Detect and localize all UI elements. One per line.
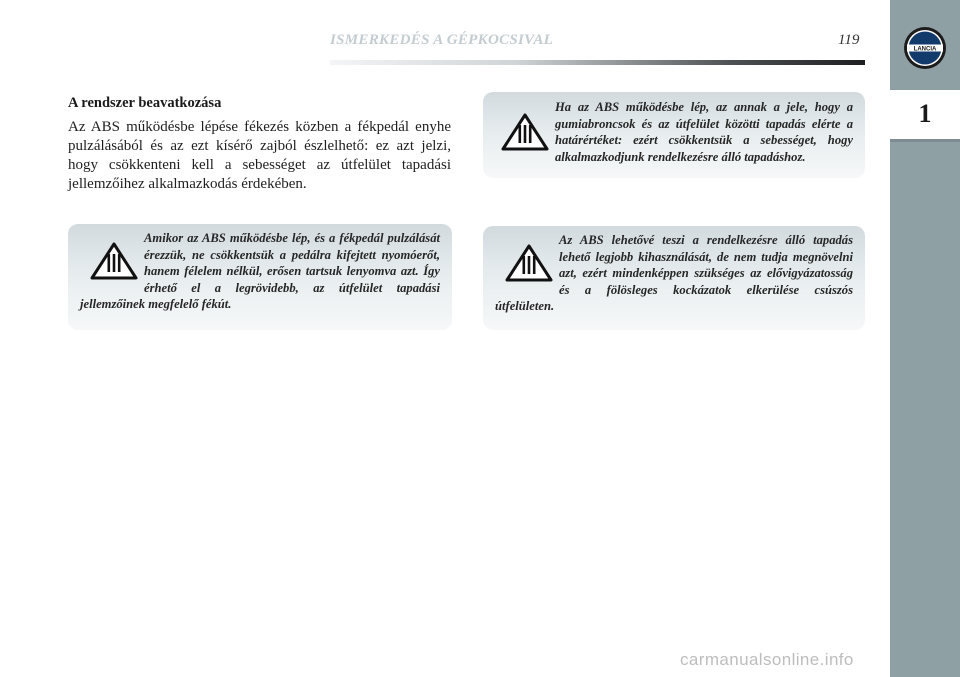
lancia-logo-icon	[903, 26, 947, 70]
chapter-tab[interactable]	[890, 90, 960, 142]
warning-box-slippery-surface	[483, 226, 865, 330]
running-header-title: ISMERKEDÉS A GÉPKOCSIVAL	[330, 32, 554, 48]
warning-box-pedal-pressure	[68, 224, 452, 330]
warning-triangle-icon	[501, 113, 549, 151]
warning-text: Az ABS lehetővé teszi a rendelkezésre álló tapadás lehető legjobb kihasználását, de nem tudja megnövelni azt, ezért mindenképpen szükséges az elővigyázatosság és a fölösleges kockázatok elkerülése csúszós útfelületen.	[495, 233, 853, 314]
warning-triangle-icon	[90, 242, 138, 280]
warning-triangle-icon	[505, 244, 553, 282]
watermark-link[interactable]: carmanualsonline.info	[680, 650, 854, 669]
chapter-number: 1	[918, 99, 932, 128]
logo-text: LANCIA	[913, 46, 937, 53]
warning-text: Amikor az ABS működésbe lép, és a fékpedál pulzálását érezzük, ne csökkentsük a pedálra kifejtett nyomóerőt, hanem félelem nélkül, erősen tartsuk lenyomva azt. Így érhető el a legrövidebb, az útfelület tapadási jellemzőinek megfelelő fékút.	[80, 231, 440, 312]
warning-text: Ha az ABS működésbe lép, az annak a jele, hogy a gumiabroncsok és az útfelület közötti tapadás elérte a határértéket: ezért csökkentsük a sebességet, hogy alkalmazkodjunk rendelkezésre álló tapadáshoz.	[555, 100, 853, 164]
warning-box-abs-limit	[483, 92, 865, 178]
header-divider	[330, 60, 865, 65]
page-number: 119	[838, 32, 860, 48]
body-paragraph: Az ABS működésbe lépése fékezés közben a fékpedál enyhe pulzálásából és az ezt kísérő zajból észlelhető: ez azt jelzi, hogy csökkenteni kell a sebességet az útfelület tapadási jellemzőihez alkalmazkodás érdekében.	[68, 119, 451, 192]
section-heading: A rendszer beavatkozása	[68, 95, 222, 111]
